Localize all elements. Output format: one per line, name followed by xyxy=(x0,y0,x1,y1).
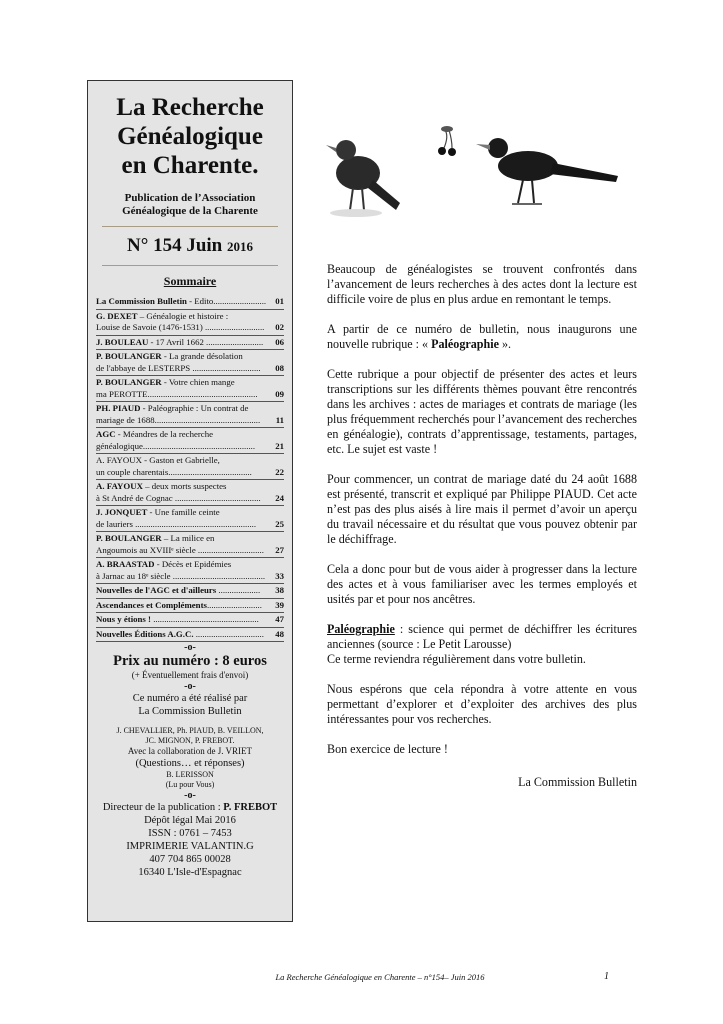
toc-line xyxy=(96,337,284,349)
toc-title: – Généalogie et histoire : xyxy=(137,310,229,321)
definition-term: Paléographie xyxy=(327,622,395,636)
paragraph: Beaucoup de généalogistes se trouvent confrontés dans l’avancement de leurs recherches à des actes dont la lecture est difficile voire de plus en plus ardue en remontant le temps. xyxy=(327,262,637,306)
subtitle-line: Publication de l’Association xyxy=(124,192,256,204)
realise-line: La Commission Bulletin xyxy=(138,706,242,717)
toc-author: P. BOULANGER xyxy=(96,351,162,361)
separator: -o- xyxy=(184,681,196,692)
legal-line: ISSN : 0761 – 7453 xyxy=(148,828,232,839)
lerisson: B. LERISSON xyxy=(166,770,214,779)
toc-page-number: 39 xyxy=(275,599,284,610)
toc-page-number: 33 xyxy=(275,570,284,581)
sommaire-heading: Sommaire xyxy=(163,274,217,288)
legal-line: 407 704 865 00028 xyxy=(149,854,231,865)
toc-entry xyxy=(96,613,284,628)
toc-title: – La milice en xyxy=(161,533,215,543)
toc-title: - Méandres de la recherche xyxy=(115,429,214,439)
directeur-name: P. FREBOT xyxy=(223,802,278,813)
blackbird-right-icon xyxy=(476,138,618,204)
toc-line: un couple charentais...................................... xyxy=(96,466,252,477)
toc-title: - Edito........................ xyxy=(186,296,267,306)
toc-line xyxy=(96,507,284,519)
toc-title: - La grande désolation xyxy=(161,351,243,361)
toc-author: G. DEXET xyxy=(96,310,138,321)
toc-entry xyxy=(96,454,284,480)
journal-title xyxy=(96,93,284,180)
title-line: Généalogique xyxy=(117,123,263,150)
toc-author: A. BRAASTAD xyxy=(96,559,155,569)
toc-line: ma PEROTTE.................................................. xyxy=(96,388,258,399)
text-span: Ce terme reviendra régulièrement dans votre bulletin. xyxy=(327,652,586,666)
page-number: 1 xyxy=(604,971,609,982)
toc-line xyxy=(96,296,284,308)
toc-line: de lauriers ....................................................... xyxy=(96,518,257,529)
toc-title: - Paléographie : Un contrat de xyxy=(140,403,249,413)
editorial-text xyxy=(327,262,637,790)
team-line: JC. MIGNON, P. FREBOT. xyxy=(145,736,235,745)
paragraph xyxy=(327,322,637,352)
toc-author: J. JONQUET xyxy=(96,507,148,517)
toc-line xyxy=(96,403,284,415)
toc-entry xyxy=(96,584,284,599)
issue-number xyxy=(96,235,284,257)
toc-entry xyxy=(96,480,284,506)
divider xyxy=(102,265,278,266)
toc-page-number: 38 xyxy=(275,585,284,595)
collaboration: Avec la collaboration de J. VRIET xyxy=(127,746,253,756)
price-note: (+ Éventuellement frais d'envoi) xyxy=(131,670,249,680)
toc-title: ................................................ xyxy=(151,614,259,624)
toc-author: Ascendances et Compléments xyxy=(96,599,207,610)
legal-line: 16340 L'Isle-d'Espagnac xyxy=(138,867,242,878)
toc-line: Angoumois au XVIIIᵉ siècle .............................. xyxy=(96,544,264,555)
toc-line xyxy=(96,600,284,612)
separator: -o- xyxy=(184,642,196,653)
toc-entry xyxy=(96,310,284,336)
toc-author: P. BOULANGER xyxy=(96,533,162,543)
toc-page-number: 24 xyxy=(275,492,284,503)
toc-line: à Jarnac au 18ᵉ siècle .......................................... xyxy=(96,570,266,581)
toc-line xyxy=(96,311,284,323)
page-footer: La Recherche Généalogique en Charente – n°154– Juin 2016 xyxy=(275,972,485,982)
title-line: en Charente. xyxy=(121,152,259,179)
legal-line: IMPRIMERIE VALANTIN.G xyxy=(126,841,254,852)
bold-term: Paléographie xyxy=(431,337,499,351)
toc-page-number: 27 xyxy=(275,544,284,555)
toc-line xyxy=(96,351,284,363)
toc-author: Nous y étions ! xyxy=(96,614,151,624)
toc-page-number: 09 xyxy=(275,388,284,399)
toc-entry xyxy=(96,402,284,428)
paragraph xyxy=(327,622,637,667)
directeur-prefix: Directeur de la publication : xyxy=(102,802,224,813)
blackbird-left-icon xyxy=(326,140,400,217)
questions: (Questions… et réponses) xyxy=(135,758,245,769)
toc-line xyxy=(96,455,284,467)
toc-entry xyxy=(96,336,284,351)
realise-line: Ce numéro a été réalisé par xyxy=(132,693,248,704)
toc-page-number: 48 xyxy=(275,628,284,639)
toc-page-number: 02 xyxy=(275,322,284,332)
cherries-icon xyxy=(438,126,456,156)
toc-author: AGC xyxy=(96,429,116,439)
legal-line: Dépôt légal Mai 2016 xyxy=(144,815,236,826)
paragraph: Pour commencer, un contrat de mariage daté du 24 août 1688 est présenté, transcrit et expliqué par Philippe PIAUD. Cet acte n’est pas des plus aisés à lire mais il permet d’avoir un aperçu du travail nécessaire et du résultat que vous pouvez obtenir par le déchiffrage. xyxy=(327,472,637,546)
toc-entry xyxy=(96,532,284,558)
toc-line: mariage de 1688................................................ xyxy=(96,414,261,425)
text-span: A partir de ce numéro de bulletin, nous inaugurons une nouvelle rubrique : « xyxy=(327,322,637,351)
signature: La Commission Bulletin xyxy=(518,775,637,789)
title-line: La Recherche xyxy=(116,94,264,121)
toc-line xyxy=(96,481,284,493)
toc-author: P. BOULANGER xyxy=(96,377,162,387)
toc-line: Louise de Savoie (1476-1531) ........................... xyxy=(96,322,265,332)
toc-page-number: 21 xyxy=(275,440,284,451)
paragraph: Cette rubrique a pour objectif de présenter des actes et leurs transcriptions sur les différents thèmes pouvant être rencontrés dans les archives : actes de mariages et contrats de mariage (les plus fréquemment recherchés pour l’avancement des recherches en généalogie), contrats d’apprentissage, testaments, partages, etc. Le sujet est vaste ! xyxy=(327,367,637,456)
journal-subtitle xyxy=(96,192,284,218)
toc-author: J. BOULEAU xyxy=(96,336,149,347)
team-line: J. CHEVALLIER, Ph. PIAUD, B. VEILLON, xyxy=(116,726,264,735)
toc-title: - Votre chien mange xyxy=(161,377,235,387)
toc-title: - 17 Avril 1662 .......................... xyxy=(148,336,264,347)
toc-entry xyxy=(96,295,284,310)
toc-page-number: 25 xyxy=(275,518,284,529)
toc-line xyxy=(96,429,284,441)
table-of-contents xyxy=(96,295,284,642)
toc-entry xyxy=(96,628,284,643)
lu-pour-vous: (Lu pour Vous) xyxy=(165,780,215,789)
sidebar-box xyxy=(87,80,293,922)
toc-title: - Une famille ceinte xyxy=(147,507,220,517)
toc-line xyxy=(96,377,284,389)
toc-line: généalogique................................................... xyxy=(96,440,256,451)
toc-entry xyxy=(96,599,284,614)
price: Prix au numéro : 8 euros xyxy=(113,653,267,669)
toc-entry xyxy=(96,376,284,402)
directeur xyxy=(96,801,284,814)
toc-page-number: 06 xyxy=(275,336,284,347)
issue-main: N° 154 Juin xyxy=(127,235,223,256)
toc-page-number: 22 xyxy=(275,466,284,477)
issue-year: 2016 xyxy=(226,239,253,254)
toc-page-number: 47 xyxy=(275,614,284,624)
text-span: ». xyxy=(498,337,512,351)
toc-title: A. FAYOUX - Gaston et Gabrielle, xyxy=(96,455,220,465)
toc-entry xyxy=(96,428,284,454)
toc-author: La Commission Bulletin xyxy=(96,296,187,306)
toc-line xyxy=(96,559,284,571)
toc-author: Nouvelles Éditions A.G.C. xyxy=(96,628,194,639)
toc-page-number: 08 xyxy=(275,362,284,373)
toc-author: A. FAYOUX xyxy=(96,481,143,491)
toc-entry xyxy=(96,506,284,532)
paragraph: Bon exercice de lecture ! xyxy=(327,742,448,756)
toc-line xyxy=(96,614,284,626)
paragraph: Nous espérons que cela répondra à votre attente en vous permettant d’explorer et d’exploiter des archives des plus intéressantes pour vos recherches. xyxy=(327,682,637,726)
toc-title: ................... xyxy=(216,585,261,595)
blackbirds-illustration xyxy=(318,118,628,218)
toc-page-number: 11 xyxy=(275,414,284,425)
separator: -o- xyxy=(184,790,196,801)
paragraph: Cela a donc pour but de vous aider à progresser dans la lecture des actes et à vous familiariser avec les termes employés et usités par et pour nos ancêtres. xyxy=(327,562,637,606)
divider xyxy=(102,226,278,227)
toc-title: ............................... xyxy=(193,628,264,639)
toc-line: de l'abbaye de LESTERPS ............................... xyxy=(96,362,261,373)
toc-page-number: 01 xyxy=(275,296,284,306)
toc-line: à St André de Cognac ....................................... xyxy=(96,492,261,503)
toc-entry xyxy=(96,350,284,376)
toc-line xyxy=(96,533,284,545)
toc-line xyxy=(96,585,284,597)
toc-title: - Décès et Epidémies xyxy=(154,559,232,569)
toc-author: Nouvelles de l'AGC et d'ailleurs xyxy=(96,585,217,595)
toc-title: ......................... xyxy=(206,599,262,610)
definition-text: : science qui permet de déchiffrer les écritures anciennes (source : Le Petit Larousse) xyxy=(327,622,637,651)
subtitle-line: Généalogique de la Charente xyxy=(122,205,258,217)
toc-author: PH. PIAUD xyxy=(96,403,141,413)
toc-title: – deux morts suspectes xyxy=(142,481,227,491)
toc-line xyxy=(96,629,284,641)
toc-entry xyxy=(96,558,284,584)
